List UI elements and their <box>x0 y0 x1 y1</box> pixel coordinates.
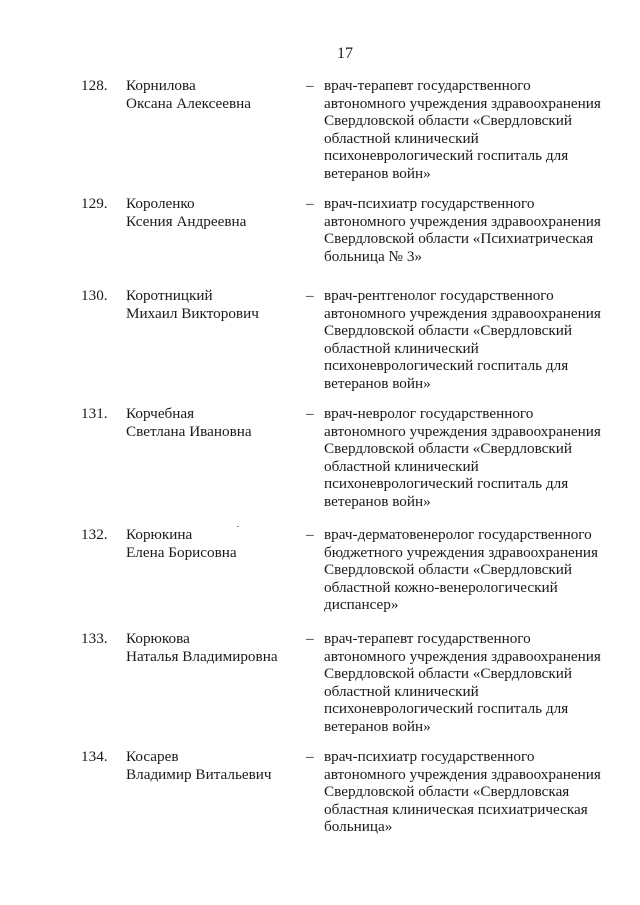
description-line: ветеранов войн» <box>324 164 431 182</box>
description-line: врач-дерматовенеролог государственного <box>324 526 592 543</box>
position-description <box>324 630 624 736</box>
dash-separator: – <box>306 77 314 94</box>
description-line: бюджетного учреждения здравоохранения <box>324 543 598 561</box>
description-line: врач-психиатр государственного <box>324 748 535 765</box>
description-line: автономного учреждения здравоохранения <box>324 212 601 230</box>
person-name <box>126 195 301 230</box>
person-name <box>126 526 301 561</box>
description-line: ветеранов войн» <box>324 717 431 735</box>
description-line: областной клинический <box>324 457 479 475</box>
description-line: врач-невролог государственного <box>324 405 534 422</box>
description-line: Свердловской области «Свердловская <box>324 783 570 801</box>
description-line: ветеранов войн» <box>324 374 431 392</box>
person-name <box>126 748 301 783</box>
description-line: областной клинический <box>324 682 479 700</box>
description-line: Свердловской области «Психиатрическая <box>324 230 594 248</box>
given-name-patronymic: Елена Борисовна <box>126 543 237 561</box>
description-line: областной клинический <box>324 339 479 357</box>
description-line: Свердловской области «Свердловский <box>324 322 573 340</box>
description-line: ветеранов войн» <box>324 492 431 510</box>
given-name-patronymic: Оксана Алексеевна <box>126 94 252 112</box>
description-line: областной клинический <box>324 129 479 147</box>
given-name-patronymic: Михаил Викторович <box>126 304 259 322</box>
description-line: врач-психиатр государственного <box>324 195 535 212</box>
person-name <box>126 287 301 322</box>
position-description <box>324 526 624 614</box>
position-description <box>324 748 624 836</box>
description-line: врач-рентгенолог государственного <box>324 287 554 304</box>
surname: Коротницкий <box>126 287 213 304</box>
given-name-patronymic: Владимир Витальевич <box>126 765 272 783</box>
description-line: психоневрологический госпиталь для <box>324 475 569 493</box>
person-name <box>126 405 301 440</box>
entry-number: 129. <box>81 195 108 212</box>
dash-separator: – <box>306 526 314 543</box>
surname: Корчебная <box>126 405 195 422</box>
page-number: 17 <box>337 45 353 62</box>
surname: Корюкина <box>126 526 193 543</box>
dash-separator: – <box>306 748 314 765</box>
surname: Корюкова <box>126 630 190 647</box>
entry-number: 128. <box>81 77 108 94</box>
description-line: больница № 3» <box>324 247 423 265</box>
dash-separator: – <box>306 287 314 304</box>
dash-separator: – <box>306 630 314 647</box>
entry-number: 130. <box>81 287 108 304</box>
description-line: автономного учреждения здравоохранения <box>324 765 601 783</box>
description-line: областная клиническая психиатрическая <box>324 800 588 818</box>
person-name <box>126 630 301 665</box>
description-line: автономного учреждения здравоохранения <box>324 94 601 112</box>
given-name-patronymic: Наталья Владимировна <box>126 647 278 665</box>
description-line: врач-терапевт государственного <box>324 77 531 94</box>
description-line: автономного учреждения здравоохранения <box>324 304 601 322</box>
surname: Корнилова <box>126 77 196 94</box>
person-name <box>126 77 301 112</box>
description-line: психоневрологический госпиталь для <box>324 357 569 375</box>
surname: Короленко <box>126 195 195 212</box>
description-line: психоневрологический госпиталь для <box>324 147 569 165</box>
position-description <box>324 405 624 511</box>
dash-separator: – <box>306 195 314 212</box>
description-line: Свердловской области «Свердловский <box>324 665 573 683</box>
description-line: автономного учреждения здравоохранения <box>324 422 601 440</box>
given-name-patronymic: Ксения Андреевна <box>126 212 247 230</box>
position-description <box>324 195 624 265</box>
surname: Косарев <box>126 748 179 765</box>
description-line: Свердловской области «Свердловский <box>324 440 573 458</box>
given-name-patronymic: Светлана Ивановна <box>126 422 252 440</box>
description-line: Свердловской области «Свердловский <box>324 112 573 130</box>
entry-number: 131. <box>81 405 108 422</box>
position-description <box>324 287 624 393</box>
entry-number: 133. <box>81 630 108 647</box>
description-line: Свердловской области «Свердловский <box>324 561 573 579</box>
dash-separator: – <box>306 405 314 422</box>
scan-artifact <box>237 526 239 527</box>
description-line: диспансер» <box>324 596 399 614</box>
description-line: автономного учреждения здравоохранения <box>324 647 601 665</box>
entry-number: 132. <box>81 526 108 543</box>
description-line: областной кожно-венерологический <box>324 578 558 596</box>
position-description <box>324 77 624 183</box>
description-line: психоневрологический госпиталь для <box>324 700 569 718</box>
description-line: больница» <box>324 818 393 836</box>
entry-number: 134. <box>81 748 108 765</box>
description-line: врач-терапевт государственного <box>324 630 531 647</box>
